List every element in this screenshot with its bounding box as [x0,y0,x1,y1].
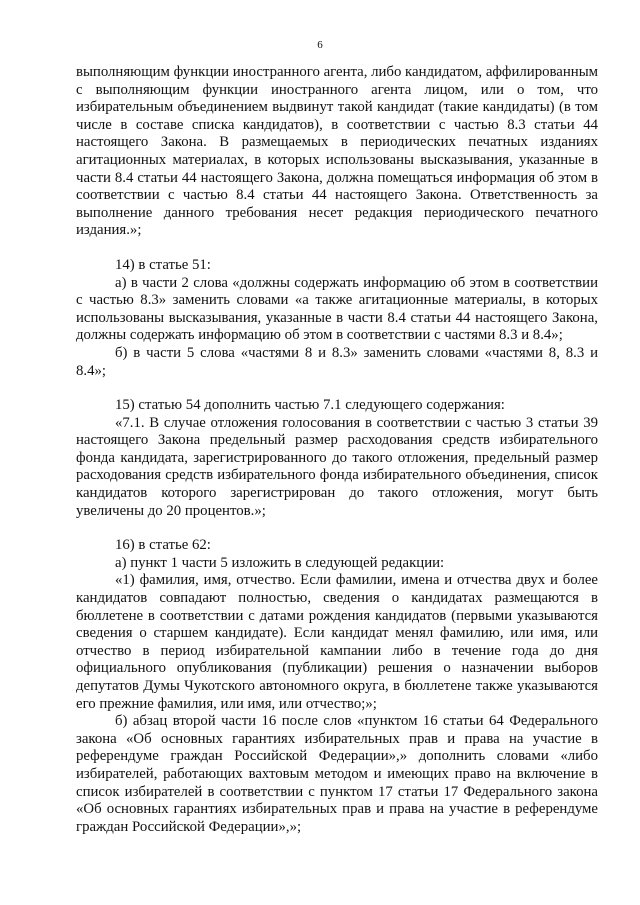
paragraph-continuation: выполняющим функции иностранного агента, либо кандидатом, аффилированным с выполняющим функции иностранного агента лицом, или о том, что избирательным объединением выдвинут такой кандидат (такие кандидаты) (в том числе в составе списка кандидатов), в соответствии с частью 8.3 статьи 44 настоящего Закона. В размещаемых в периодических печатных изданиях агитационных материалах, в которых использованы высказывания, указанные в части 8.4 статьи 44 настоящего Закона, должна помещаться информация об этом в соответствии с частью 8.4 статьи 44 настоящего Закона. Ответственность за выполнение данного требования несет редакция периодического печатного издания.»; [76,64,598,239]
paragraph-gap [76,520,598,537]
item-14-a: а) в части 2 слова «должны содержать информацию об этом в соответствии с частью 8.3» заменить словами «а также агитационные материалы, в которых использованы высказывания, указанные в части 8.4 статьи 44 настоящего Закона, должны содержать информацию об этом в соответствии с частями 8.3 и 8.4»; [76,274,598,344]
item-16-b: б) абзац второй части 16 после слов «пунктом 16 статьи 64 Федерального закона «Об основных гарантиях избирательных прав и права на участие в референдуме граждан Российской Федерации»,» дополнить словами «либо избирателей, работающих вахтовым методом и имеющих право на включение в список избирателей в соответствии с пунктом 17 статьи 17 Федерального закона «Об основных гарантиях избирательных прав и права на участие в референдуме граждан Российской Федерации»,»; [76,713,598,835]
item-16-a: а) пункт 1 части 5 изложить в следующей редакции: [115,554,445,571]
item-15-heading: 15) статью 54 дополнить частью 7.1 следующего содержания: [115,397,505,414]
item-15-text: «7.1. В случае отложения голосования в соответствии с частью 3 статьи 39 настоящего Закона предельный размер расходования средств избирательного фонда кандидата, зарегистрированного до такого отложения, предельный размер расходования средств избирательного фонда избирательного объединения, список кандидатов которого зарегистрирован до такого отложения, могут быть увеличены до 20 процентов.»; [76,414,598,519]
item-16-heading: 16) в статье 62: [115,537,211,554]
page-number: 6 [317,39,323,51]
paragraph-gap [76,380,598,397]
paragraph-gap [76,240,598,257]
item-14-heading: 14) в статье 51: [115,256,211,273]
document-body [76,64,598,836]
item-14-b: б) в части 5 слова «частями 8 и 8.3» заменить словами «частями 8, 8.3 и 8.4»; [76,344,598,379]
item-16-a-text: «1) фамилия, имя, отчество. Если фамилии, имена и отчества двух и более кандидатов совпадают полностью, сведения о кандидатах размещаются в бюллетене в соответствии с датами рождения кандидатов (первыми указываются сведения о старшем кандидате). Если кандидат менял фамилию, или имя, или отчество в период избирательной кампании либо в течение года до дня официального опубликования (публикации) решения о назначении выборов депутатов Думы Чукотского автономного округа, в бюллетене также указываются его прежние фамилия, или имя, или отчество;»; [76,572,598,712]
